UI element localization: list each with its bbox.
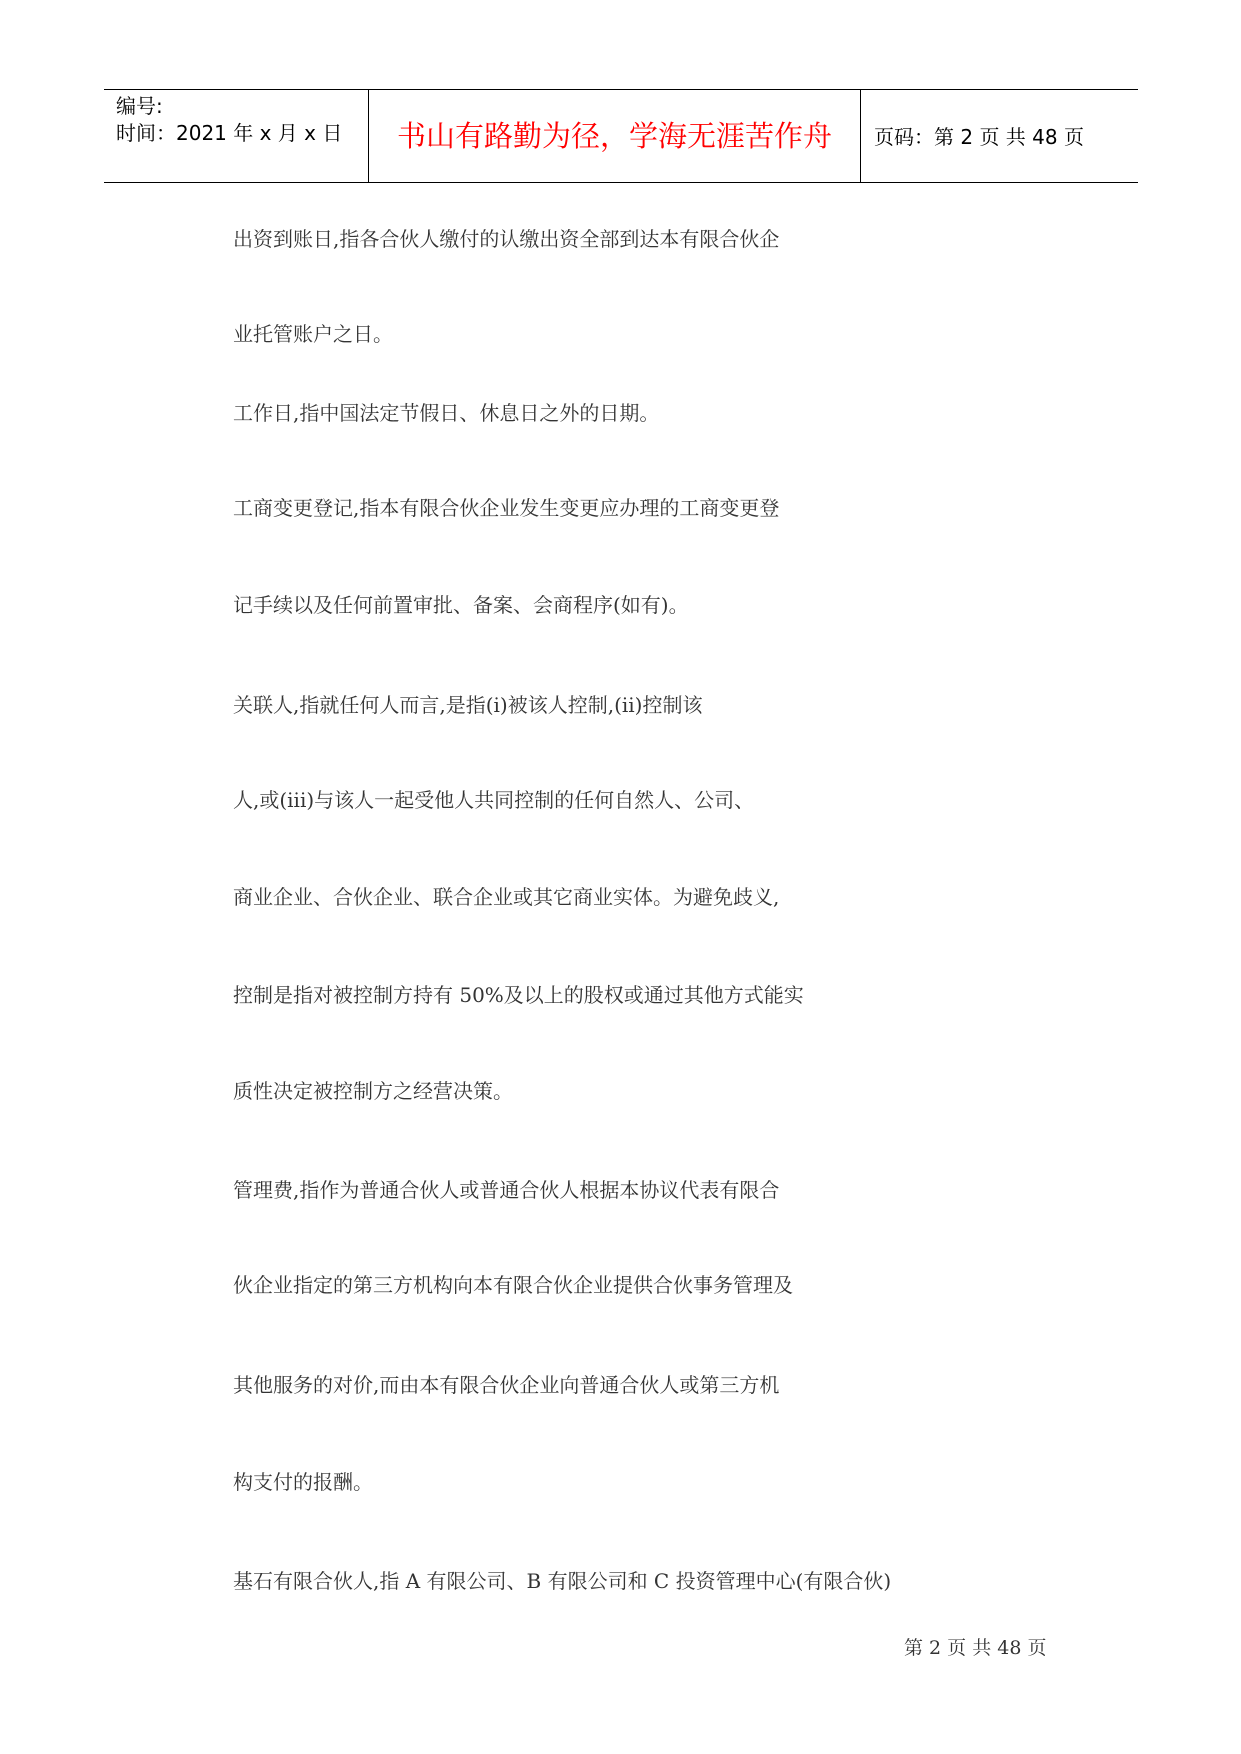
body-line: 管理费,指作为普通合伙人或普通合伙人根据本协议代表有限合 [233, 1178, 780, 1202]
document-number-label: 编号: [116, 94, 163, 118]
body-line: 关联人,指就任何人而言,是指(i)被该人控制,(ii)控制该 [233, 693, 703, 717]
header-motto-cell [369, 90, 861, 182]
header-right-cell [861, 90, 1138, 182]
body-line: 控制是指对被控制方持有 50%及以上的股权或通过其他方式能实 [233, 983, 804, 1007]
body-line: 工作日,指中国法定节假日、休息日之外的日期。 [233, 401, 660, 425]
body-line: 其他服务的对价,而由本有限合伙企业向普通合伙人或第三方机 [233, 1373, 780, 1397]
body-line: 构支付的报酬。 [233, 1470, 373, 1494]
body-line: 工商变更登记,指本有限合伙企业发生变更应办理的工商变更登 [233, 496, 780, 520]
header-motto: 书山有路勤为径，学海无涯苦作舟 [396, 119, 832, 153]
footer-page-number: 第 2 页 共 48 页 [904, 1637, 1047, 1659]
header-page-info: 页码：第 2 页 共 48 页 [874, 125, 1084, 149]
document-time-label: 时间：2021 年 x 月 x 日 [116, 121, 343, 145]
body-line: 业托管账户之日。 [233, 322, 393, 346]
body-line: 商业企业、合伙企业、联合企业或其它商业实体。为避免歧义, [233, 885, 780, 909]
body-line: 伙企业指定的第三方机构向本有限合伙企业提供合伙事务管理及 [233, 1273, 793, 1297]
body-line: 质性决定被控制方之经营决策。 [233, 1079, 513, 1103]
body-line: 记手续以及任何前置审批、备案、会商程序(如有)。 [233, 593, 689, 617]
body-line: 基石有限合伙人,指 A 有限公司、B 有限公司和 C 投资管理中心(有限合伙) [233, 1569, 892, 1593]
body-line: 出资到账日,指各合伙人缴付的认缴出资全部到达本有限合伙企 [233, 227, 780, 251]
header-table [104, 89, 1138, 183]
body-line: 人,或(iii)与该人一起受他人共同控制的任何自然人、公司、 [233, 788, 755, 812]
header-left-cell [104, 90, 369, 182]
